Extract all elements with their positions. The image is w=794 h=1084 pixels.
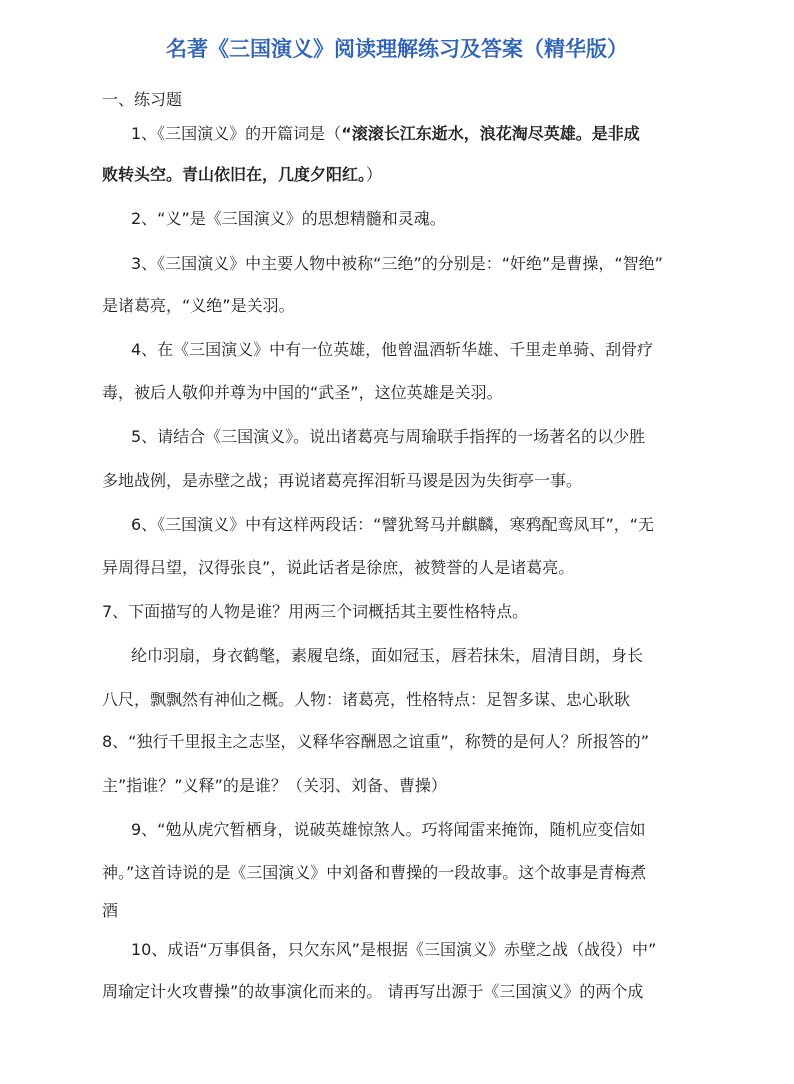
question-1-line-1 (131, 122, 640, 146)
question-6-line-1: 6、《三国演义》中有这样两段话：“譬犹驽马并麒麟，寒鸦配鸾凤耳”，“无 (131, 515, 655, 534)
question-1-line-2 (102, 163, 382, 187)
question-1-prefix: 1、《三国演义》的开篇词是（ (131, 124, 342, 143)
question-9-line-3: 酒 (102, 901, 119, 920)
question-1-suffix: ） (366, 165, 383, 184)
question-7-line-2: 纶巾羽扇，身衣鹤氅，素履皂绦，面如冠玉，唇若抹朱，眉清目朗，身长 (131, 646, 644, 665)
question-9-line-1: 9、“勉从虎穴暂栖身，说破英雄惊煞人。巧将闻雷来掩饰，随机应变信如 (131, 820, 646, 839)
question-10-line-1: 10、成语“万事俱备，只欠东风”是根据《三国演义》赤壁之战（战役）中” (131, 940, 657, 959)
question-2-line-1: 2、“义”是《三国演义》的思想精髓和灵魂。 (131, 209, 446, 228)
question-3-line-1: 3、《三国演义》中主要人物中被称“三绝”的分别是：“奸绝”是曹操，“智绝” (131, 254, 663, 273)
question-9-line-2: 神。”这首诗说的是《三国演义》中刘备和曹操的一段故事。这个故事是青梅煮 (102, 863, 647, 882)
question-8-line-1: 8、“独行千里报主之志坚，义释华容酬恩之谊重”，称赞的是何人？所报答的” (102, 732, 650, 751)
question-6-line-2: 异周得吕望，汉得张良”，说此话者是徐庶，被赞誉的人是诸葛亮。 (102, 558, 575, 577)
question-3-line-2: 是诸葛亮，“义绝”是关羽。 (102, 296, 295, 315)
section-heading: 一、练习题 (102, 90, 183, 109)
question-1-quote: “滚滚长江东逝水，浪花淘尽英雄。是非成 (341, 124, 640, 143)
question-7-line-3: 八尺，飘飘然有神仙之概。人物：诸葛亮，性格特点：足智多谋、忠心耿耿 (102, 690, 631, 709)
question-10-line-2: 周瑜定计火攻曹操”的故事演化而来的。 请再写出源于《三国演义》的两个成 (102, 982, 644, 1001)
question-4-line-2: 毒，被后人敬仰并尊为中国的“武圣”，这位英雄是关羽。 (102, 383, 503, 402)
question-1-quote-cont: 败转头空。青山依旧在，几度夕阳红。 (102, 165, 367, 184)
question-5-line-2: 多地战例，是赤壁之战；再说诸葛亮挥泪斩马谡是因为失街亭一事。 (102, 471, 583, 490)
question-5-line-1: 5、请结合《三国演义》。说出诸葛亮与周瑜联手指挥的一场著名的以少胜 (131, 427, 646, 446)
question-4-line-1: 4、在《三国演义》中有一位英雄，他曾温酒斩华雄、千里走单骑、刮骨疗 (131, 340, 654, 359)
question-7-line-1: 7、下面描写的人物是谁？用两三个词概括其主要性格特点。 (102, 602, 529, 621)
question-8-line-2: 主”指谁？”义释”的是谁？（关羽、刘备、曹操） (102, 776, 447, 795)
document-title: 名著《三国演义》阅读理解练习及答案（精华版） (166, 37, 628, 61)
